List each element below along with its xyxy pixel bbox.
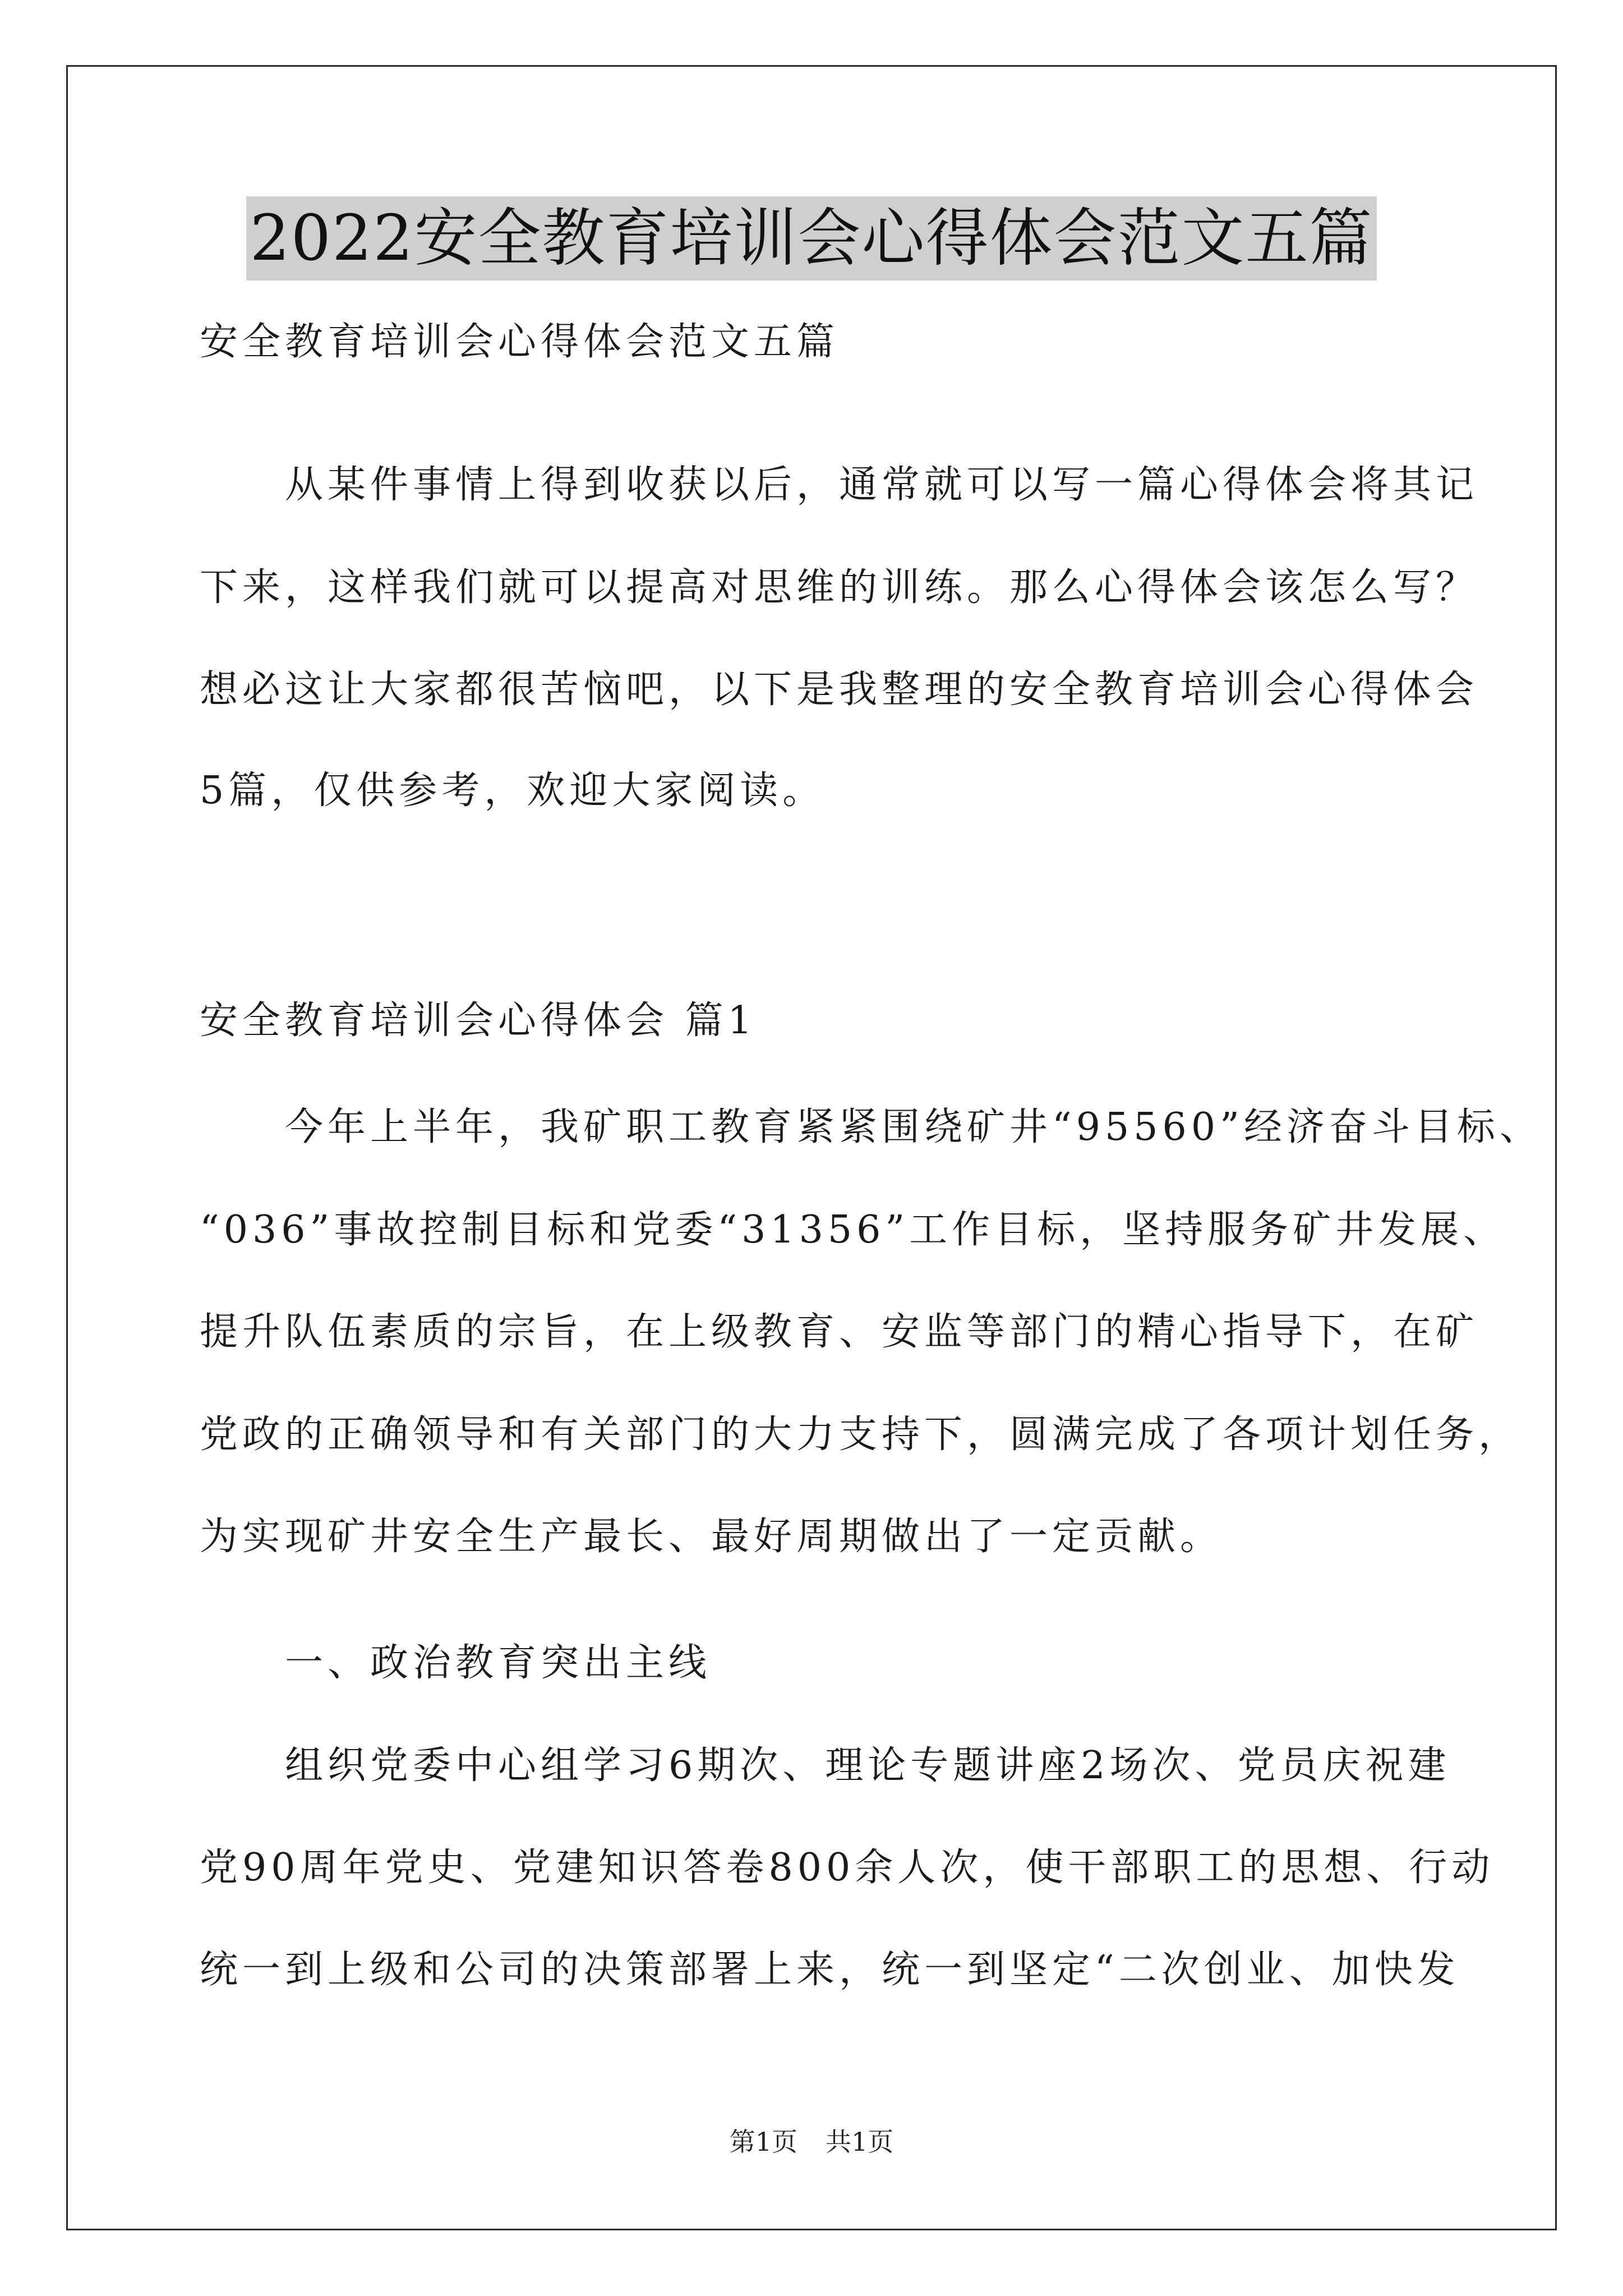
paragraph-line: “036”事故控制目标和党委“31356”工作目标，坚持服务矿井发展、	[200, 1208, 1506, 1252]
page-total: 共1页	[826, 2127, 894, 2157]
paragraph-line: 党90周年党史、党建知识答卷800余人次，使干部职工的思想、行动	[200, 1846, 1495, 1890]
paragraph-line: 今年上半年，我矿职工教育紧紧围绕矿井“95560”经济奋斗目标、	[200, 1105, 1542, 1149]
title-container	[0, 196, 1623, 280]
paragraph-line: 为实现矿井安全生产最长、最好周期做出了一定贡献。	[200, 1515, 1223, 1559]
paragraph-line: 提升队伍素质的宗旨，在上级教育、安监等部门的精心指导下，在矿	[200, 1310, 1479, 1354]
subsection-heading: 一、政治教育突出主线	[200, 1641, 712, 1685]
document-title: 2022安全教育培训会心得体会范文五篇	[246, 196, 1376, 280]
paragraph-line: 想必这让大家都很苦恼吧，以下是我整理的安全教育培训会心得体会	[200, 668, 1479, 712]
paragraph-line: 下来，这样我们就可以提高对思维的训练。那么心得体会该怎么写？	[200, 565, 1479, 610]
paragraph-line: 组织党委中心组学习6期次、理论专题讲座2场次、党员庆祝建	[200, 1743, 1451, 1788]
paragraph-line: 5篇，仅供参考，欢迎大家阅读。	[200, 769, 826, 813]
paragraph-line: 从某件事情上得到收获以后，通常就可以写一篇心得体会将其记	[200, 463, 1479, 507]
document-subtitle: 安全教育培训会心得体会范文五篇	[200, 320, 840, 364]
paragraph-line: 党政的正确领导和有关部门的大力支持下，圆满完成了各项计划任务，	[200, 1412, 1521, 1457]
paragraph-line: 统一到上级和公司的决策部署上来，统一到坚定“二次创业、加快发	[200, 1948, 1460, 1992]
page-number: 第1页	[729, 2127, 797, 2157]
section-heading: 安全教育培训会心得体会 篇1	[200, 999, 757, 1043]
page-footer	[0, 2125, 1623, 2159]
